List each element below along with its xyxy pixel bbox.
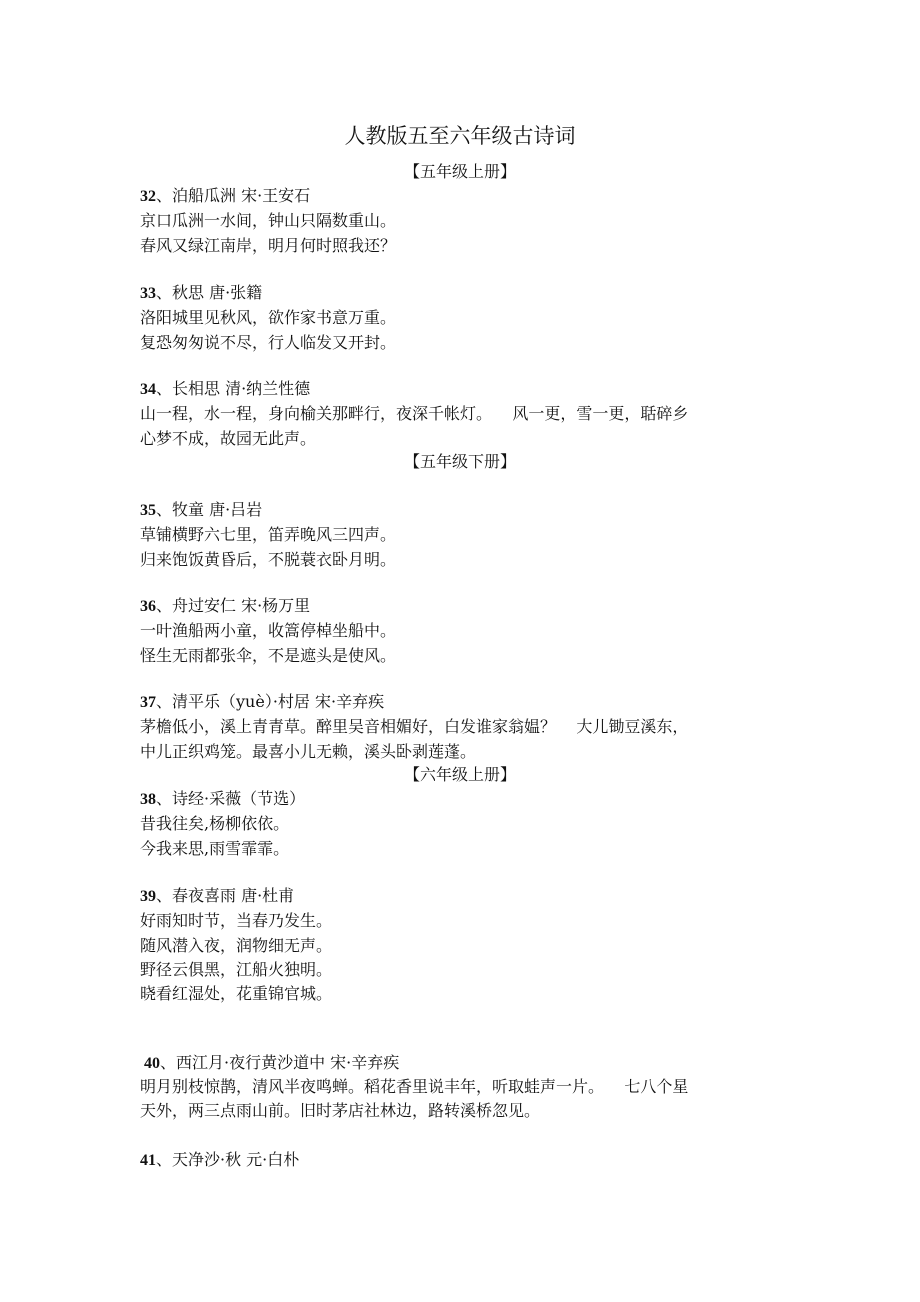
section-heading-grade5-lower: 【五年级下册】 bbox=[403, 452, 516, 471]
poem-heading: 33、秋思 唐·张籍 bbox=[140, 283, 263, 302]
poem-40 bbox=[144, 1051, 794, 1076]
poem-36 bbox=[140, 594, 790, 668]
poem-line: 今我来思,雨雪霏霏。 bbox=[140, 838, 290, 858]
poem-40-body bbox=[140, 1075, 790, 1124]
poem-32 bbox=[140, 184, 790, 258]
poem-heading: 40、西江月·夜行黄沙道中 宋·辛弃疾 bbox=[144, 1053, 400, 1072]
poem-heading: 41、天净沙·秋 元·白朴 bbox=[140, 1150, 300, 1169]
poem-line: 茅檐低小，溪上青青草。醉里吴音相媚好，白发谁家翁媪？ 大儿锄豆溪东， bbox=[140, 717, 689, 737]
poem-line: 天外，两三点雨山前。旧时茅店社林边，路转溪桥忽见。 bbox=[140, 1101, 541, 1121]
poem-35 bbox=[140, 498, 790, 572]
poem-39 bbox=[140, 884, 790, 1006]
poem-line: 好雨知时节，当春乃发生。 bbox=[140, 911, 333, 931]
section-heading-grade5-upper: 【五年级上册】 bbox=[403, 162, 516, 181]
poem-line: 洛阳城里见秋风，欲作家书意万重。 bbox=[140, 308, 397, 328]
poem-line: 一叶渔船两小童，收篙停棹坐船中。 bbox=[140, 621, 397, 641]
poem-heading: 38、诗经·采薇（节选） bbox=[140, 789, 306, 808]
poem-line: 晓看红湿处，花重锦官城。 bbox=[140, 984, 333, 1004]
poem-heading: 32、泊船瓜洲 宋·王安石 bbox=[140, 186, 311, 205]
page-title: 人教版五至六年级古诗词 bbox=[344, 124, 576, 148]
poem-38 bbox=[140, 787, 790, 861]
section-heading-grade6-upper: 【六年级上册】 bbox=[403, 765, 516, 784]
poem-heading: 34、长相思 清·纳兰性德 bbox=[140, 379, 311, 398]
poem-line: 春风又绿江南岸，明月何时照我还？ bbox=[140, 235, 397, 255]
poem-heading: 37、清平乐（yuè）·村居 宋·辛弃疾 bbox=[140, 692, 385, 711]
poem-line: 随风潜入夜，润物细无声。 bbox=[140, 935, 333, 955]
poem-line: 归来饱饭黄昏后，不脱蓑衣卧月明。 bbox=[140, 549, 397, 569]
poem-37 bbox=[140, 690, 790, 764]
poem-41 bbox=[140, 1148, 790, 1173]
poem-heading: 36、舟过安仁 宋·杨万里 bbox=[140, 596, 311, 615]
poem-heading: 35、牧童 唐·吕岩 bbox=[140, 500, 263, 519]
poem-line: 怪生无雨都张伞，不是遮头是使风。 bbox=[140, 645, 397, 665]
poem-line: 心梦不成，故园无此声。 bbox=[140, 428, 317, 448]
poem-heading: 39、春夜喜雨 唐·杜甫 bbox=[140, 886, 295, 905]
poem-line: 京口瓜洲一水间，钟山只隔数重山。 bbox=[140, 211, 397, 231]
poem-33 bbox=[140, 281, 790, 355]
poem-line: 中儿正织鸡笼。最喜小儿无赖，溪头卧剥莲蓬。 bbox=[140, 741, 477, 761]
poem-line: 山一程，水一程，身向榆关那畔行，夜深千帐灯。 风一更，雪一更，聒碎乡 bbox=[140, 404, 689, 424]
poem-line: 复恐匆匆说不尽，行人临发又开封。 bbox=[140, 332, 397, 352]
poem-line: 明月别枝惊鹊，清风半夜鸣蝉。稻花香里说丰年，听取蛙声一片。 七八个星 bbox=[140, 1077, 689, 1096]
poem-line: 野径云俱黑，江船火独明。 bbox=[140, 959, 333, 979]
poem-line: 草铺横野六七里，笛弄晚风三四声。 bbox=[140, 525, 397, 545]
poem-34 bbox=[140, 377, 790, 451]
poem-line: 昔我往矣,杨柳依依。 bbox=[140, 814, 290, 834]
